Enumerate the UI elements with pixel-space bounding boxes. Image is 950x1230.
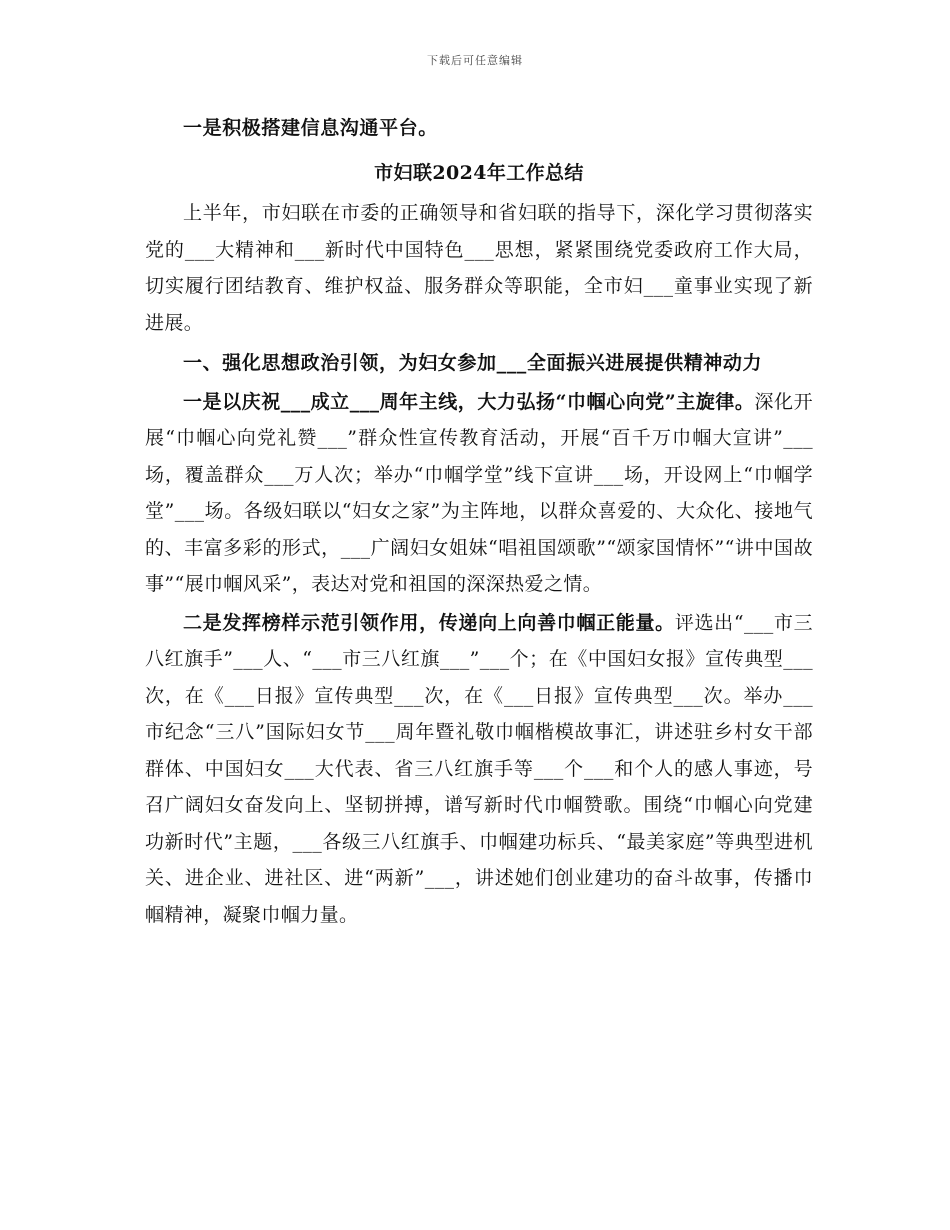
paragraph-2-lead: 二是发挥榜样示范引领作用，传递向上向善巾帼正能量。 bbox=[183, 611, 675, 634]
intro-paragraph: 上半年，市妇联在市委的正确领导和省妇联的指导下，深化学习贯彻落实党的___大精神和___新时代中国特色___思想，紧紧围绕党委政府工作大局，切实履行团结教育、维护权益、服务群众等职能，全市妇___童事业实现了新进展。 bbox=[145, 202, 813, 334]
document-body bbox=[145, 110, 813, 933]
paragraph-1 bbox=[145, 384, 813, 603]
document-title: 市妇联2024年工作总结 bbox=[374, 161, 584, 184]
paragraph-2-body: 评选出“___市三八红旗手”___人、“___市三八红旗___”___个；在《中国妇女报》宣传典型___次，在《___日报》宣传典型___次，在《___日报》宣传典型___次。举办___市纪念“三八”国际妇女节___周年暨礼敬巾帼楷模故事汇，讲述驻乡村女干部群体、中国妇女___大代表、省三八红旗手等___个___和个人的感人事迹，号召广阔妇女奋发向上、坚韧拼搏，谱写新时代巾帼赞歌。围绕“巾帼心向党建功新时代”主题，___各级三八红旗手、巾帼建功标兵、“最美家庭”等典型进机关、进企业、进社区、进“两新”___，讲述她们创业建功的奋斗故事，传播巾帼精神，凝聚巾帼力量。 bbox=[145, 611, 813, 926]
page-header-note: 下载后可任意编辑 bbox=[427, 54, 523, 67]
section-1-heading: 一、强化思想政治引领，为妇女参加___全面振兴进展提供精神动力 bbox=[183, 352, 763, 374]
paragraph-2 bbox=[145, 605, 813, 934]
paragraph-1-lead: 一是以庆祝___成立___周年主线，大力弘扬“巾帼心向党”主旋律。 bbox=[183, 390, 755, 413]
lead-heading: 一是积极搭建信息沟通平台。 bbox=[183, 117, 438, 139]
paragraph-1-body: 深化开展“巾帼心向党礼赞___”群众性宣传教育活动，开展“百千万巾帼大宣讲”___场，覆盖群众___万人次；举办“巾帼学堂”线下宣讲___场，开设网上“巾帼学堂”___场。各级妇联以“妇女之家”为主阵地，以群众喜爱的、大众化、接地气的、丰富多彩的形式，___广阔妇女姐妹“唱祖国颂歌”“颂家国情怀”“讲中国故事”“展巾帼风采”，表达对党和祖国的深深热爱之情。 bbox=[145, 390, 814, 595]
